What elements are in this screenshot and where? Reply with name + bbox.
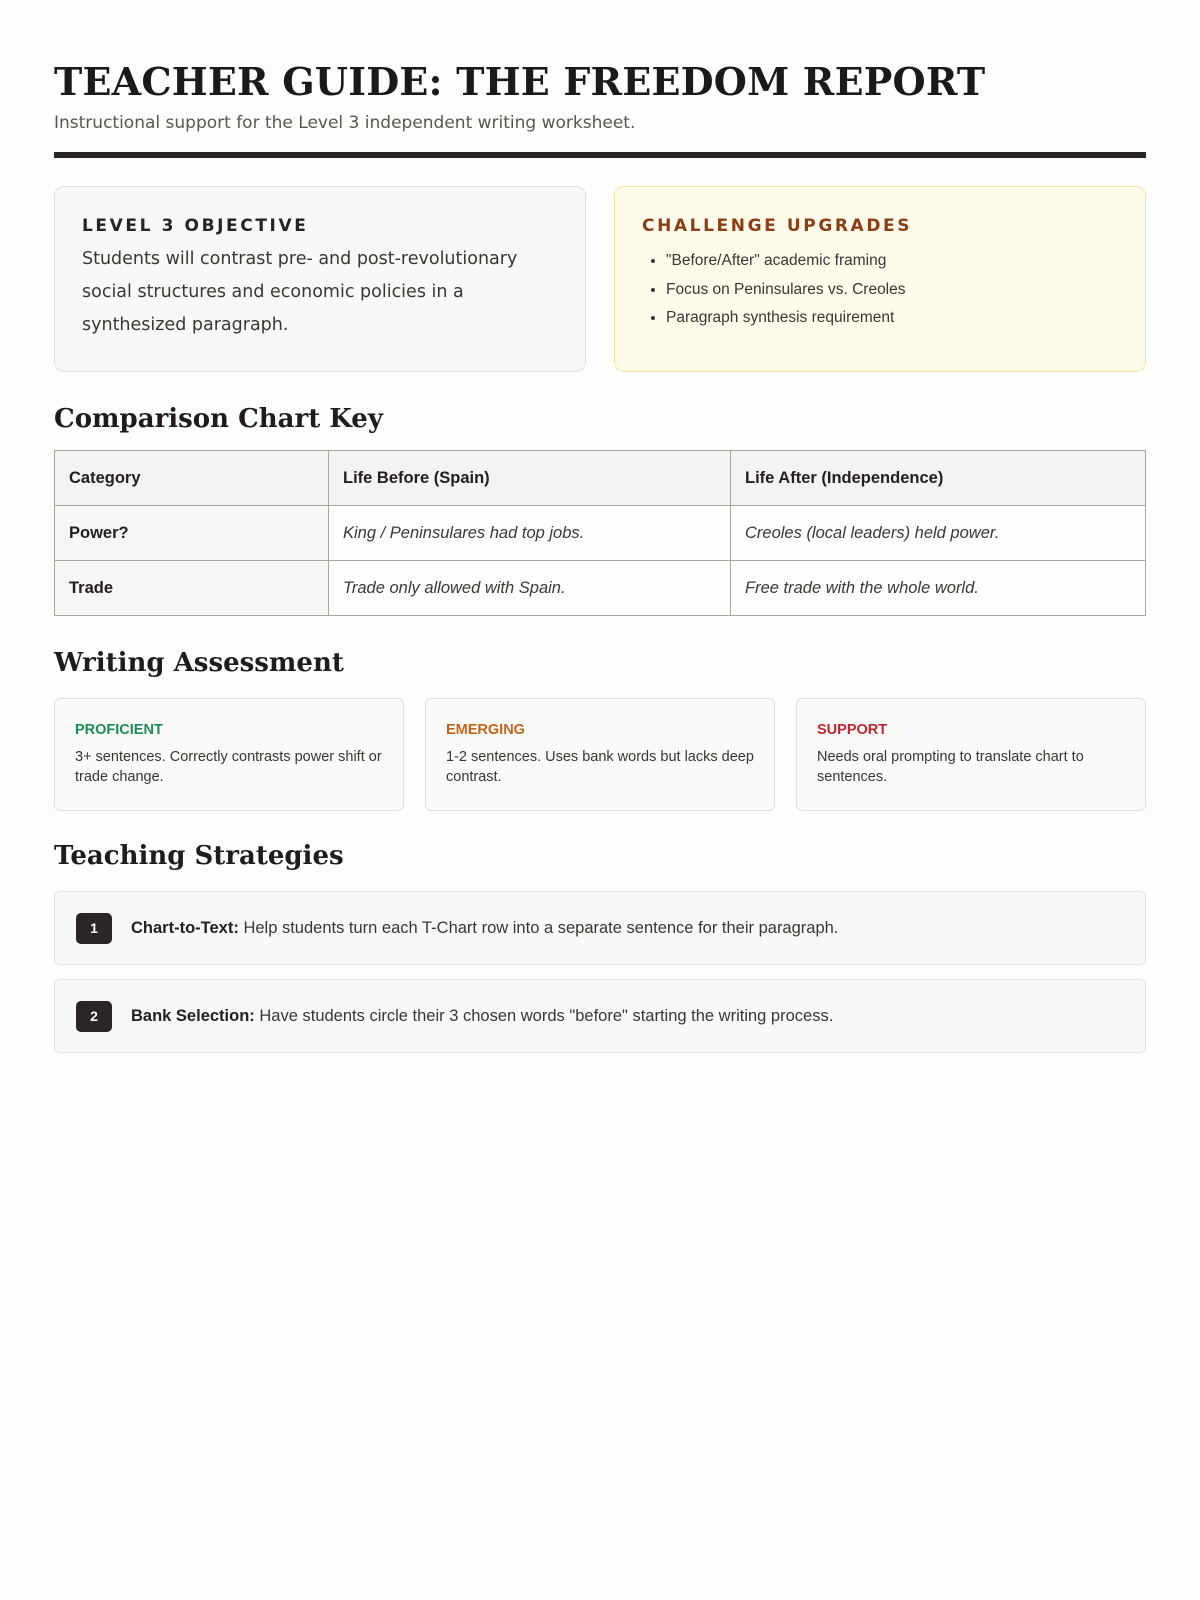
assessment-card-emerging [425,698,775,811]
objective-card [54,186,586,372]
assessment-description: 1-2 sentences. Uses bank words but lacks deep contrast. [446,749,754,785]
challenge-heading: CHALLENGE UPGRADES [642,216,913,236]
challenge-card [614,186,1146,372]
page-subtitle: Instructional support for the Level 3 independent writing worksheet. [54,113,636,133]
table-cell-before: King / Peninsulares had top jobs. [329,506,731,561]
challenge-item: • Focus on Peninsulares vs. Creoles [666,276,1118,305]
strategy-text [131,1007,833,1026]
table-cell-after: Free trade with the whole world. [731,561,1146,616]
page-title: TEACHER GUIDE: THE FREEDOM REPORT [54,59,986,104]
strategy-number-badge: 2 [76,1001,112,1032]
table-cell-category: Power? [55,506,329,561]
table-row [55,506,1146,561]
challenge-list [642,247,1118,333]
assessment-card-proficient [54,698,404,811]
assessment-description: Needs oral prompting to translate chart to sentences. [817,749,1084,785]
table-cell-category: Trade [55,561,329,616]
strategy-item [54,979,1146,1053]
challenge-item: • "Before/After" academic framing [666,247,1118,276]
assessment-cards [54,698,1146,811]
strategy-description: Have students circle their 3 chosen words "before" starting the writing process. [254,1006,834,1025]
strategy-name: Bank Selection: [131,1006,255,1025]
table-row [55,561,1146,616]
strategy-description: Help students turn each T-Chart row into a separate sentence for their paragraph. [238,918,839,937]
column-header: Life Before (Spain) [329,451,731,506]
top-cards [54,186,1146,372]
assessment-section-title: Writing Assessment [54,648,344,678]
column-header: Category [55,451,329,506]
challenge-item: • Paragraph synthesis requirement [666,304,1118,333]
assessment-label: EMERGING [446,722,525,738]
table-cell-before: Trade only allowed with Spain. [329,561,731,616]
strategy-item [54,891,1146,965]
assessment-label: SUPPORT [817,722,888,738]
column-header: Life After (Independence) [731,451,1146,506]
header-divider [54,152,1146,158]
table-cell-after: Creoles (local leaders) held power. [731,506,1146,561]
assessment-card-support [796,698,1146,811]
strategy-number-badge: 1 [76,913,112,944]
table-header-row [55,451,1146,506]
comparison-table [54,450,1146,616]
comparison-section-title: Comparison Chart Key [54,404,383,434]
strategy-name: Chart-to-Text: [131,918,239,937]
strategy-text [131,919,838,938]
objective-text: Students will contrast pre- and post-revolutionary social structures and economic policies in a synthesized paragraph. [82,249,518,335]
assessment-description: 3+ sentences. Correctly contrasts power shift or trade change. [75,749,382,785]
objective-heading: LEVEL 3 OBJECTIVE [82,216,309,236]
strategies-section-title: Teaching Strategies [54,841,344,871]
assessment-label: PROFICIENT [75,722,163,738]
